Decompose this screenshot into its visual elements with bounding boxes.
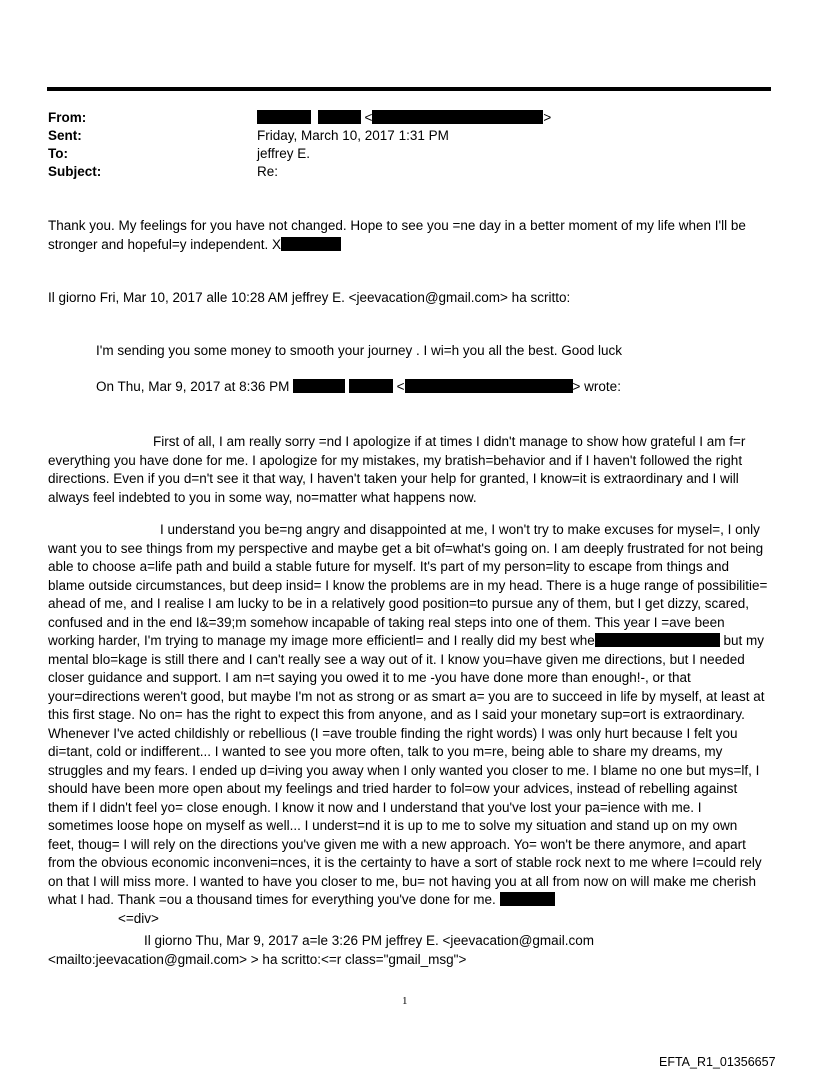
older-quote: Il giorno Thu, Mar 9, 2017 a=le 3:26 PM jeffrey E. <jeevacation@gmail.com <mailto:jeevacation@gmail.com> > ha scritto:<=r class="gmail_msg"> (48, 933, 594, 967)
subject-value: Re: (257, 164, 279, 179)
redaction-block (318, 110, 361, 124)
to-value: jeffrey E. (257, 146, 311, 161)
from-close-angle: > (543, 110, 552, 125)
letter-paragraph-1: First of all, I am really sorry =nd I apologize if at times I didn't manage to show how grateful I am f=r everything you have done for me. I apologize for my mistakes, my bratish=behavior and if I haven't followed the right directions. Even if you d=n't see it that way, I haven't taken your help for granted, I know=it is extraordinary and I will always feel indebted to you in some way, no=matter what happens now. (48, 434, 746, 505)
redaction-block (372, 110, 543, 124)
from-open-angle: < (364, 110, 373, 125)
from-label: From: (48, 110, 87, 125)
quoted-message: I'm sending you some money to smooth your journey . I wi=h you all the best. Good luck (96, 343, 622, 358)
sent-label: Sent: (48, 128, 82, 143)
div-tag: <=div> (118, 910, 159, 926)
from-value (257, 109, 551, 127)
quote-intro: Il giorno Fri, Mar 10, 2017 alle 10:28 AM jeffrey E. <jeevacation@gmail.com> ha scritto: (48, 290, 571, 305)
redaction-block (405, 379, 573, 393)
subject-label: Subject: (48, 164, 102, 179)
letter-paragraph-2: I understand you be=ng angry and disappointed at me, I won't try to make excuses for mysel=, I only want you to see things from my perspective and maybe get a bit of=what's going on. I am deeply frustrated for not being able to choose a=life path and build a stable future for myself. It's part of my person=lity to escape from things and blame outside circumstances, but deep insid= I know the problems are in my head. There is a huge range of possibilitie= ahead of me, and I realise I am lucky to be in a relatively good position=to pursue any of them, but I get dizzy, scared, confused and in the end I&=39;m somehow incapable of taking real steps into one of them. This year I =ave been working harder, I'm trying to manage my image more efficientl= and I really did my best whe but my mental blo=kage is still there and I can't really see a way out of it. I know you=have given me directions, but I needed closer guidance and support. I am n=t saying you owed it to me -you have done more than enough!-, or that your=directions weren't good, but maybe I'm not as strong or as smart a= you are to succeed in life by myself, at least at this first stage. No on= has the right to expect this from anyone, and as I said your monetary sup=ort is extraordinary. Whenever I've acted childishly or rebellious (I =ave trouble finding the right words) I was only hurt because I felt you di=tant, cold or indifferent... I wanted to see you more often, talk to you m=re, being able to share my dreams, my struggles and my fears. I ended up d=iving you away when I only wanted you closer to me. I blame no one but mys=lf, I should have been more open about my feelings and tried harder to fol=ow your advices, instead of rebelling against them if I didn't feel yo= close enough. I know it now and I understand that you've lost your pa=ience with me. I sometimes loose hope on myself as well... I underst=nd it is up to me to solve my situation and stand up on my own feet, thoug= I will rely on the directions you've given me with a new approach. Yo= won't be there anymore, and apart from the obvious economic inconveni=nces, it is the certainty to have a sort of stable rock next to me where I=could rely on that I will miss more. I wanted to have you closer to me, bu= not having you at all from now on will make me cherish what I had. Thank =ou a thousand times for everything you've done for me. <=div> (48, 521, 767, 928)
redaction-block (500, 892, 555, 906)
reply-line: stronger and hopeful=y independent. X (48, 236, 746, 255)
redaction-block (293, 379, 345, 393)
to-label: To: (48, 146, 68, 161)
header-rule (47, 87, 771, 91)
redaction-block (349, 379, 393, 393)
quoted-attribution: On Thu, Mar 9, 2017 at 8:36 PM < > wrote: (96, 379, 621, 394)
document-id: EFTA_R1_01356657 (659, 1055, 776, 1069)
sent-value: Friday, March 10, 2017 1:31 PM (257, 128, 449, 143)
page-number: 1 (402, 995, 408, 1007)
redaction-block (595, 633, 720, 647)
redaction-block (281, 237, 341, 251)
redaction-block (257, 110, 311, 124)
reply-body (48, 217, 746, 254)
reply-line: Thank you. My feelings for you have not changed. Hope to see you =ne day in a better moment of my life when I'll be (48, 218, 746, 233)
